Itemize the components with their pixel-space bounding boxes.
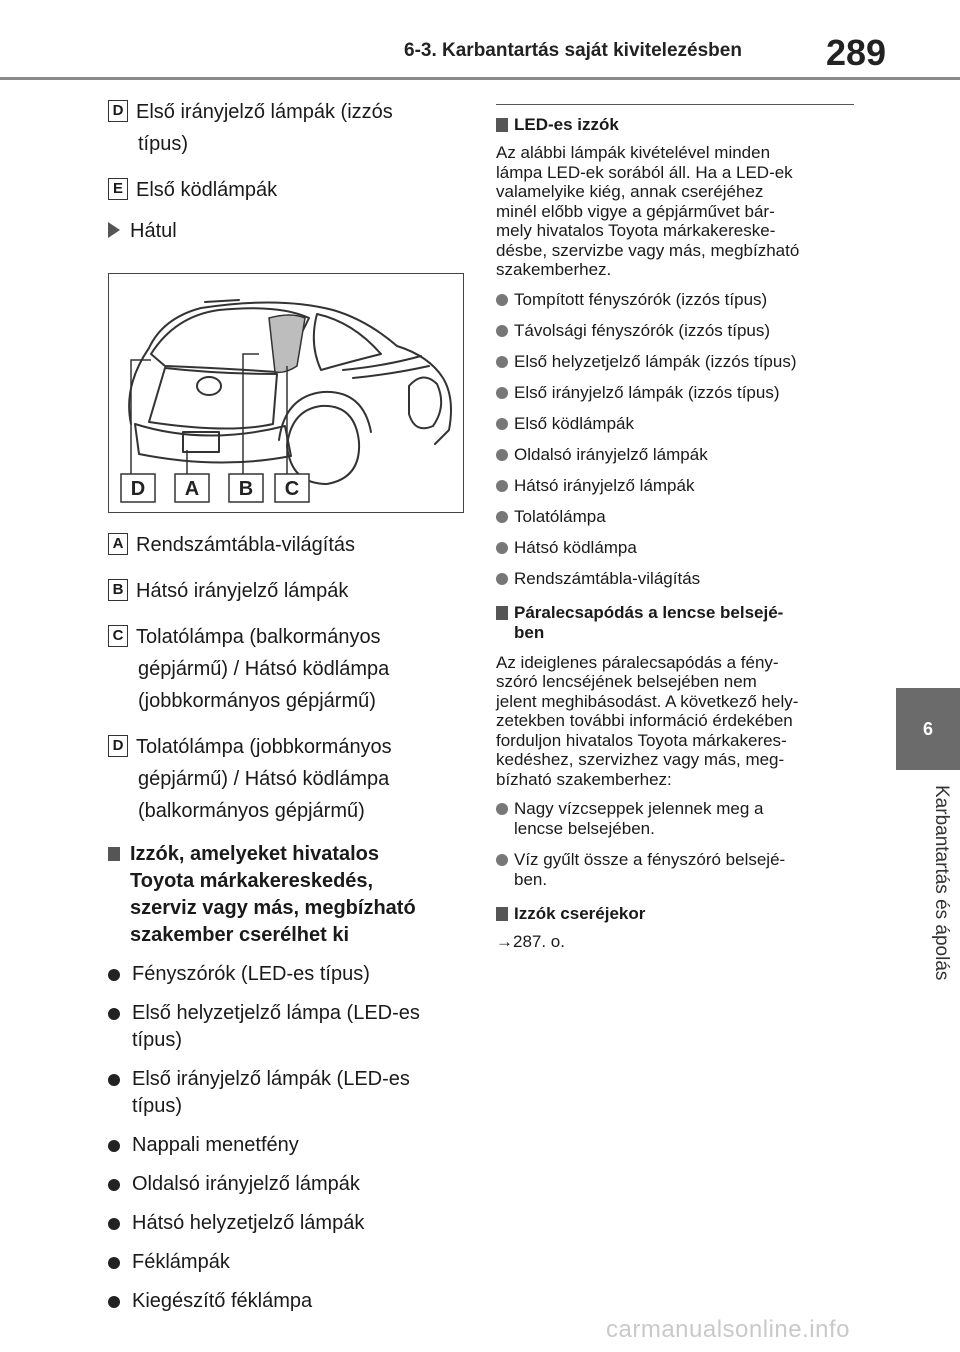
list-item (496, 290, 854, 310)
list-item-text: Fényszórók (LED-es típus) (132, 963, 370, 985)
square-bullet-icon (108, 847, 120, 861)
bullet-dot-icon (108, 1218, 120, 1230)
rear-car-illustration (108, 273, 464, 513)
triangle-arrow-icon (108, 222, 120, 238)
rear-combination-lamp (269, 315, 305, 372)
list-item-text: típus) (132, 1029, 183, 1051)
list-item-text: lencse belsejében. (514, 819, 655, 838)
toyota-emblem (197, 377, 221, 395)
roof-line (205, 300, 239, 302)
rear-item-b (108, 575, 468, 607)
callout-text-b: B (238, 478, 254, 500)
list-item-text: Tolatólámpa (514, 506, 606, 526)
item-text: Első irányjelző lámpák (izzós (136, 101, 393, 123)
text-line: lámpa LED-ek sorából áll. Ha a LED-ek (496, 162, 793, 182)
heading-line: szerviz vagy más, megbízható (130, 897, 416, 919)
led-heading (496, 115, 854, 135)
text-line: bízható szakemberhez: (496, 769, 672, 789)
list-item-text: Első helyzetjelző lámpák (izzós típus) (514, 351, 797, 371)
watermark: carmanualsonline.info (606, 1316, 850, 1343)
chapter-title: Karbantartás és ápolás (931, 785, 952, 981)
front-wheel (409, 377, 441, 428)
text-line: Az ideiglenes páralecsapódás a fény- (496, 652, 779, 672)
heading-line: Páralecsapódás a lencse belsejé- (514, 602, 784, 622)
list-item (496, 383, 854, 403)
front-item-d (108, 96, 468, 160)
list-item (108, 1066, 468, 1120)
bullet-dot-icon (496, 294, 508, 306)
rear-item-d (108, 731, 468, 827)
list-item (108, 1249, 468, 1276)
square-bullet-icon (496, 907, 508, 921)
text-line: désbe, szervizbe vagy más, megbízható (496, 240, 800, 260)
bullet-dot-icon (496, 325, 508, 337)
square-bullet-icon (496, 118, 508, 132)
rear-tire (287, 406, 359, 484)
list-item-text: Nagy vízcseppek jelennek meg a (514, 799, 764, 818)
chapter-tab (896, 688, 960, 770)
callout-text-d: D (130, 478, 146, 500)
led-paragraph (496, 143, 854, 280)
list-item-text: típus) (132, 1095, 183, 1117)
list-item-text: Víz gyűlt össze a fényszóró belsejé- (514, 850, 786, 869)
item-text-cont: (balkormányos gépjármű) (138, 800, 365, 822)
list-item-text: Távolsági fényszórók (izzós típus) (514, 320, 771, 340)
list-item (496, 507, 854, 527)
list-item (496, 538, 854, 558)
item-text: Tolatólámpa (balkormányos (136, 626, 381, 648)
heading-line: szakember cserélhet ki (130, 924, 350, 946)
rear-heading (108, 220, 468, 243)
label-box: E (108, 178, 128, 200)
label-box: D (108, 100, 128, 122)
item-text-cont: gépjármű) / Hátsó ködlámpa (138, 768, 390, 790)
list-item-text: Oldalsó irányjelző lámpák (514, 444, 708, 464)
bullet-dot-icon (108, 969, 120, 981)
page-reference[interactable] (496, 932, 854, 952)
item-text-cont: típus) (138, 133, 189, 155)
list-item-text: Első helyzetjelző lámpa (LED-es (132, 1002, 420, 1024)
bullet-dot-icon (496, 480, 508, 492)
list-item (496, 321, 854, 341)
front-item-e (108, 174, 468, 206)
right-column (496, 104, 854, 962)
list-item (496, 476, 854, 496)
bullet-dot-icon (108, 1008, 120, 1020)
bullet-dot-icon (496, 511, 508, 523)
list-item-text: ben. (514, 870, 548, 889)
callout-line-b (243, 354, 259, 474)
text-line: zetekben további információ érdekében (496, 711, 793, 730)
list-item-text: Hátsó irányjelző lámpák (514, 475, 695, 495)
text-line: Az alábbi lámpák kivételével minden (496, 143, 771, 162)
list-item-text: Tompított fényszórók (izzós típus) (514, 289, 768, 309)
text-line: mely hivatalos Toyota márkakereske- (496, 221, 776, 240)
label-box: C (108, 625, 128, 647)
bullet-dot-icon (496, 854, 508, 866)
item-text: Tolatólámpa (jobbkormányos (136, 736, 392, 758)
text-line: forduljon hivatalos Toyota márkakeres- (496, 730, 787, 750)
rear-item-c (108, 621, 468, 717)
heading-text: Izzók cseréjekor (514, 904, 646, 923)
list-item-text: Oldalsó irányjelző lámpák (132, 1173, 360, 1195)
bullet-dot-icon (496, 542, 508, 554)
bullet-dot-icon (496, 387, 508, 399)
list-item-text: Féklámpák (132, 1251, 230, 1273)
list-item-text: Első ködlámpák (514, 413, 635, 433)
bullet-dot-icon (108, 1179, 120, 1191)
list-item (108, 1000, 468, 1054)
column-rule (496, 104, 854, 105)
section-title: 6-3. Karbantartás saját kivitelezésben (404, 40, 742, 61)
list-item (496, 850, 854, 890)
dealer-bulbs-heading (108, 841, 468, 949)
list-item (108, 961, 468, 988)
bullet-dot-icon (108, 1074, 120, 1086)
list-item (496, 799, 854, 839)
callout-text-c: C (284, 478, 300, 500)
item-text: Rendszámtábla-világítás (136, 534, 355, 556)
condensation-heading (496, 603, 854, 643)
condensation-paragraph (496, 653, 854, 790)
item-text: Hátsó irányjelző lámpák (136, 580, 349, 602)
label-box: D (108, 735, 128, 757)
square-bullet-icon (496, 606, 508, 620)
text-line: kedéshez, szervizhez vagy más, meg- (496, 750, 785, 769)
text-line: szakemberhez. (496, 260, 612, 279)
list-item (108, 1132, 468, 1159)
label-box: A (108, 533, 128, 555)
callout-text-a: A (184, 478, 200, 500)
replacement-heading (496, 904, 854, 924)
text-line: szóró lencséjének belsejében nem (496, 672, 757, 691)
label-box: B (108, 579, 128, 601)
list-item (496, 352, 854, 372)
list-item-text: Hátsó ködlámpa (514, 537, 637, 557)
bullet-dot-icon (108, 1140, 120, 1152)
bullet-dot-icon (496, 356, 508, 368)
list-item (108, 1210, 468, 1237)
heading-line: Toyota márkakereskedés, (130, 870, 374, 892)
heading-line: ben (514, 622, 545, 642)
heading-text: LED-es izzók (514, 115, 619, 134)
list-item-text: Első irányjelző lámpák (izzós típus) (514, 382, 780, 402)
left-column (108, 96, 468, 1327)
heading-line: Izzók, amelyeket hivatalos (130, 843, 380, 865)
list-item (496, 445, 854, 465)
chapter-number: 6 (922, 718, 933, 739)
side-door (343, 356, 429, 378)
list-item-text: Rendszámtábla-világítás (514, 568, 701, 588)
item-text: Első ködlámpák (136, 179, 278, 201)
bullet-dot-icon (496, 573, 508, 585)
list-item-text: Nappali menetfény (132, 1134, 299, 1156)
rear-heading-text: Hátul (130, 220, 177, 242)
bullet-dot-icon (108, 1296, 120, 1308)
list-item (108, 1171, 468, 1198)
text-line: valamelyike kiég, annak cseréjéhez (496, 182, 764, 201)
list-item (496, 569, 854, 589)
text-line: minél előbb vigye a gépjárművet bár- (496, 201, 775, 221)
page-number: 289 (826, 32, 887, 73)
bullet-dot-icon (108, 1257, 120, 1269)
chapter-label (928, 785, 958, 1015)
bullet-dot-icon (496, 803, 508, 815)
item-text-cont: gépjármű) / Hátsó ködlámpa (138, 658, 390, 680)
list-item-text: Kiegészítő féklámpa (132, 1290, 313, 1312)
rear-bumper (135, 424, 291, 463)
list-item-text: Első irányjelző lámpák (LED-es (132, 1068, 410, 1090)
list-item (496, 414, 854, 434)
side-window (314, 314, 381, 370)
rear-item-a (108, 529, 468, 561)
item-text-cont: (jobbkormányos gépjármű) (138, 690, 376, 712)
header-rule (0, 77, 960, 80)
text-line: jelent meghibásodást. A következő hely- (496, 691, 799, 711)
bullet-dot-icon (496, 418, 508, 430)
list-item (108, 1288, 468, 1315)
bullet-dot-icon (496, 449, 508, 461)
page-reference-text[interactable]: →287. o. (496, 932, 565, 951)
list-item-text: Hátsó helyzetjelző lámpák (132, 1212, 365, 1234)
car-rear-view-svg (109, 274, 463, 512)
